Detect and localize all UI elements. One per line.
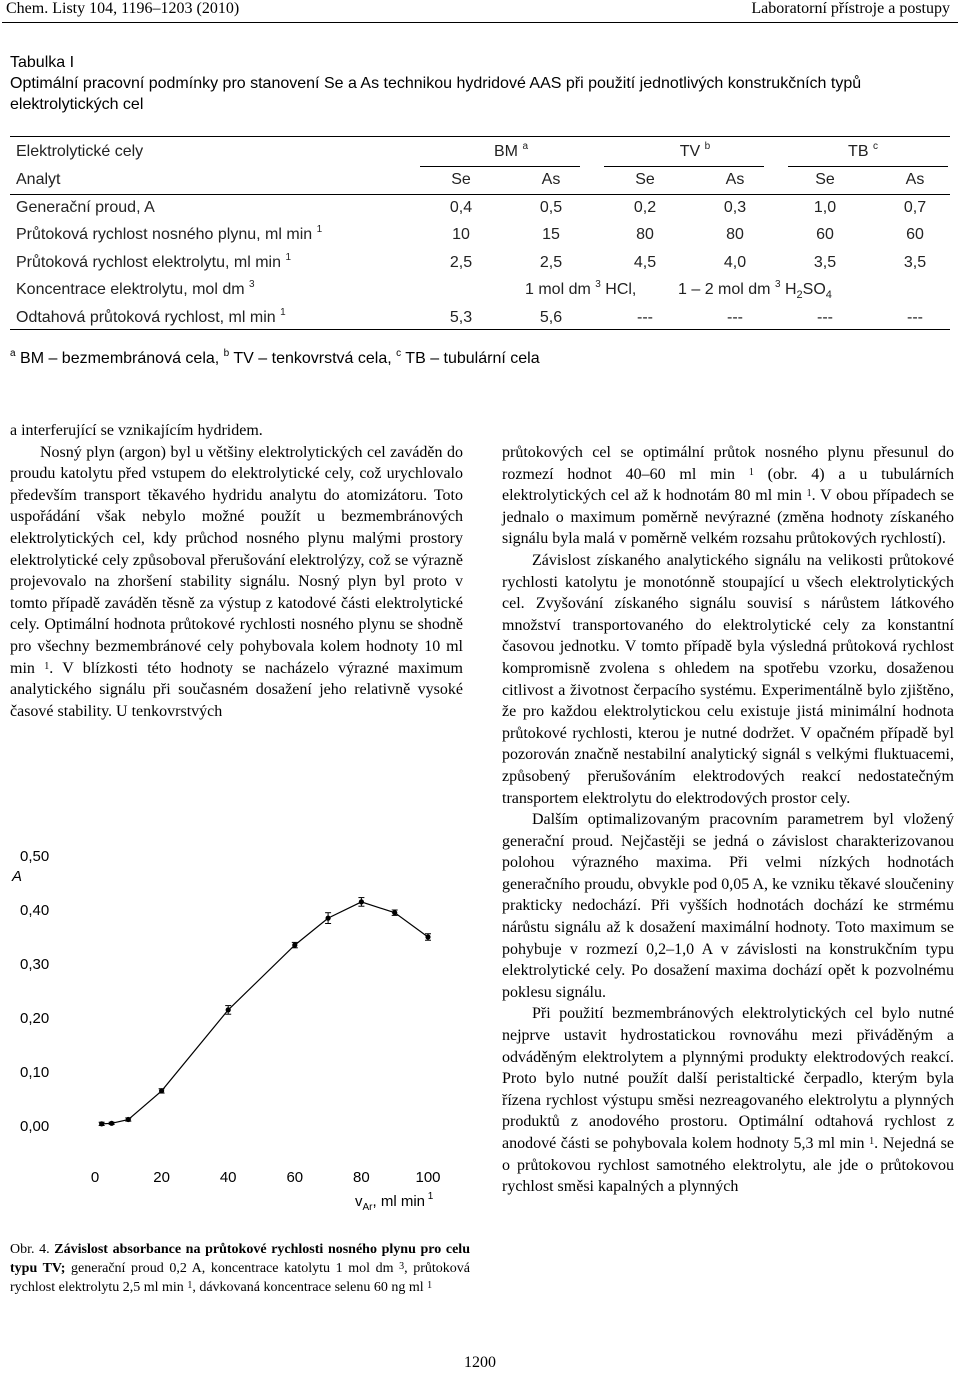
table-row: [10, 254, 950, 280]
table-cell: 0,4: [449, 199, 473, 216]
journal-citation: Chem. Listy 104, 1196–1203 (2010): [6, 0, 240, 17]
analyte-cell: As: [541, 171, 561, 188]
table-cell: 15: [542, 226, 560, 243]
concentration-h2so4: 1 – 2 mol dm $^3$ $H_2SO_4$: [678, 279, 832, 301]
table-row: [10, 199, 950, 225]
x-axis-label: $v_{Ar}$, ml min $^1$: [355, 1191, 434, 1213]
row-label: Odtahová průtoková rychlost, ml min $^1$: [16, 307, 286, 326]
y-tick-label: 0,50: [20, 848, 50, 865]
data-point: [359, 899, 364, 904]
y-tick-label: 0,00: [20, 1118, 50, 1135]
table-cell: 4,5: [633, 254, 657, 271]
table-cell: ---: [727, 309, 743, 326]
table-cell: 3,5: [903, 254, 927, 271]
analyt-rule: [10, 194, 950, 195]
paragraph: Při použití bezmembránových elektrolytických cel bylo nutné nejprve ustavit hydrostatickou rovnováhu mezi přiváděným a odváděným elektrolytem a plynnými produkty elektrodových reakcí. Proto bylo nutné použít další peristaltické čerpadlo, kterým byla řízena rychlost výstupu směsi nezreagovaného elektrolytu a plynných produktů z anodového prostoru. Optimální odtahová rychlost z anodové části se pohybovala kolem hodnoty 5,3 ml min $^1$. Nejedná se o průtokovou rychlost samotného elektrolytu, ale jde o průtokovou rychlost směsi kapalných a plynných: [502, 1005, 955, 1196]
group-tv: TV $^b$: [679, 141, 711, 160]
analyte-cell: Se: [815, 171, 835, 188]
data-point: [109, 1121, 114, 1126]
page-number: 1200: [464, 1354, 496, 1371]
table-cell: 2,5: [449, 254, 473, 271]
right-column: [502, 442, 954, 1198]
table-cell: 80: [726, 226, 744, 243]
table-cell: 0,2: [633, 199, 657, 216]
table-row: [10, 309, 950, 335]
y-tick-label: 0,20: [20, 1010, 50, 1027]
paragraph: Dalším optimalizovaným pracovním parametrem byl vložený generační proud. Nejčastěji se jedná o závislost charakterizovanou polohou výrazného maxima. Při velmi nízkých hodnotách generačního proudu, obvykle pod 0,05 A, ke vzniku těkavé sloučeniny prakticky nedochází. Při vyšších hodnotách dochází ke strmému nárůstu signálu až k dosažení maximální hodnoty. Toto maximum se pohybuje v rozmezí 0,2–1,0 A v závislosti na konstrukčním typu elektrolytické cely. Po dosažení maxima dochází opět k pozvolnému poklesu signálu.: [502, 811, 954, 1001]
y-tick-label: 0,10: [20, 1064, 50, 1081]
y-axis-label: A: [12, 868, 23, 885]
table-cell: 5,6: [539, 309, 563, 326]
group-rule-tv: [604, 166, 764, 167]
data-point: [326, 916, 331, 921]
table-cell: 60: [816, 226, 834, 243]
group-bm: BM $^a$: [493, 141, 528, 160]
row-label: Generační proud, A: [16, 199, 155, 216]
header-rule: [2, 22, 958, 23]
table-cell: 3,5: [813, 254, 837, 271]
figure-caption: Obr. 4. Závislost absorbance na průtokové rychlosti nosného plynu pro celu typu TV; generační proud 0,2 A, koncentrace katolytu 1 mol dm $^3$, průtoková rychlost elektrolytu 2,5 ml min $^1$, dávkovaná koncentrace selenu 60 ng ml $^1$: [10, 1242, 471, 1295]
table-top-rule: [10, 136, 950, 137]
table-description: Optimální pracovní podmínky pro stanovení Se a As technikou hydridové AAS při použití jednotlivých konstrukčních typů elektrolytických cel: [10, 75, 862, 113]
running-header: [0, 0, 960, 22]
table-cell: 4,0: [723, 254, 747, 271]
table-cell: 10: [452, 226, 470, 243]
data-point: [292, 943, 297, 948]
table-footnote: $^a$ BM – bezmembránová cela, $^b$ TV – tenkovrstvá cela, $^c$ TB – tubulární cela: [10, 348, 540, 367]
section-title: Laboratorní přístroje a postupy: [751, 0, 950, 17]
table-caption: [10, 52, 955, 115]
data-series-line: [102, 902, 428, 1124]
concentration-hcl: 1 mol dm $^3$ HCl,: [525, 279, 637, 298]
y-tick-label: 0,30: [20, 956, 50, 973]
data-point: [159, 1088, 164, 1093]
table-title: Tabulka I: [10, 54, 75, 71]
x-tick-label: 0: [90, 1169, 100, 1186]
table-cell: ---: [907, 309, 923, 326]
header-label: Elektrolytické cely: [16, 143, 144, 160]
table-row: [10, 226, 950, 252]
absorbance-chart: [10, 830, 470, 1220]
x-tick-label: 60: [286, 1169, 304, 1186]
x-tick-label: 40: [219, 1169, 237, 1186]
table-cell: 5,3: [449, 309, 473, 326]
group-rule-tb: [788, 166, 948, 167]
paragraph: Závislost získaného analytického signálu na velikosti průtokové rychlosti katolytu je monotónně stoupající u všech elektrolytických cel. Zvyšování získaného signálu souvisí s nárůstem látkového množství transportovaného do elektrolytické cely za konstantní časovou jednotku. V tomto případě byla výsledná průtoková rychlost kompromisně zvolena s ohledem na spotřebu vzorku, dosaženou citlivost a životnost čerpacího systému. Experimentálně bylo zjištěno, že pro každou elektrolytickou celu existuje jistá minimální hodnota průtokové rychlosti, kterou je nutné dodržet. V opačném případě byl pozorován značně nestabilní analytický signál s velkými fluktuacemi, způsobený přerušováním elektrodových reakcí nedostatečným transportem elektrolytu do elektrodových prostor cely.: [502, 551, 954, 807]
data-point: [392, 910, 397, 915]
table-cell: 0,5: [539, 199, 563, 216]
table-cell: ---: [637, 309, 653, 326]
table-row-concentration: [10, 281, 950, 307]
analyte-cell: Se: [635, 171, 655, 188]
table-cell: ---: [817, 309, 833, 326]
x-tick-label: 100: [415, 1169, 441, 1186]
data-point: [425, 934, 430, 939]
data-point: [99, 1121, 104, 1126]
row-label: Koncentrace elektrolytu, mol dm $^3$: [16, 279, 255, 298]
analyte-cell: As: [725, 171, 745, 188]
analyt-label: Analyt: [16, 171, 61, 188]
x-tick-label: 80: [353, 1169, 370, 1186]
figure-4: [10, 830, 470, 1220]
paragraph: průtokových cel se optimální průtok nosného plynu přesunul do rozmezí hodnot 40–60 ml min $^1$ (obr. 4) a u tubulárních elektrolytických cel až k hodnotám 80 ml min $^1$. V obou případech se jednalo o maximum poměrně nevýrazné (změna hodnoty získaného signálu byla malá v poměrně velkém rozsahu průtokových rychlostí).: [502, 444, 955, 548]
table-cell: 60: [906, 226, 924, 243]
table-cell: 0,7: [903, 199, 927, 216]
x-tick-label: 20: [153, 1169, 170, 1186]
row-label: Průtoková rychlost elektrolytu, ml min $^1$: [16, 252, 291, 271]
data-point: [126, 1117, 131, 1122]
group-tb: TB $^c$: [848, 141, 878, 160]
analyte-cell: As: [905, 171, 925, 188]
row-label: Průtoková rychlost nosného plynu, ml min $^1$: [16, 224, 323, 243]
data-point: [226, 1007, 231, 1012]
y-tick-label: 0,40: [20, 902, 50, 919]
table-cell: 0,3: [723, 199, 747, 216]
group-rule-bm: [420, 166, 580, 167]
paragraph: Nosný plyn (argon) byl u většiny elektrolytických cel zaváděn do proudu katolytu před vstupem do elektrolytické cely, což urychlovalo především transport těkavého hydridu analytu do atomizátoru. Toto uspořádání však nebylo možné použít u bezmembránových elektrolytických cel, kdy průchod nosného plynu malými prostory elektrolytické cely způsoboval přerušování elektrolýzy, což se výrazně projevovalo na zhoršení stability signálu. Nosný plyn byl proto v tomto případě zaváděn těsně za výstup z katodové části elektrolytické cely. Optimální hodnota průtokové rychlosti nosného plynu se shodně pro všechny bezmembránové cely pohybovala kolem hodnoty 10 ml min $^1$. V blízkosti této hodnoty se nacházelo výrazné maximum analytického signálu při současném dosažení jeho relativně vysoké časové stability. U tenkovrstvých: [10, 443, 463, 720]
table-cell: 80: [636, 226, 654, 243]
table-cell: 1,0: [813, 199, 837, 216]
paragraph: a interferující se vznikajícím hydridem.: [10, 422, 263, 439]
table-cell: 2,5: [539, 254, 563, 271]
analyte-cell: Se: [451, 171, 471, 188]
left-column: [10, 420, 463, 722]
